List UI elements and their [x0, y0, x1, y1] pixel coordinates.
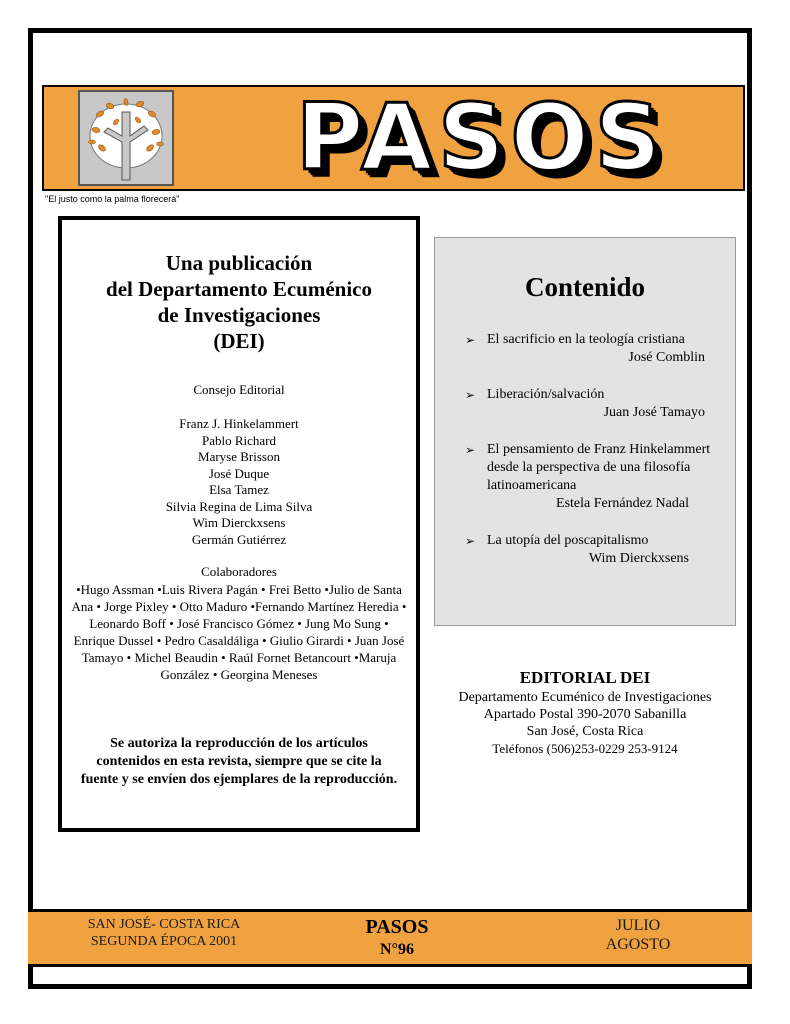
board-member: Franz J. Hinkelammert	[179, 416, 299, 431]
board-member: Wim Dierckxsens	[192, 515, 286, 530]
article-title: Liberación/salvación	[487, 387, 605, 402]
footer-location: SAN JOSÉ- COSTA RICA	[87, 917, 241, 932]
footer-location-block	[64, 916, 264, 950]
contents-list	[435, 331, 735, 568]
reproduction-notice: Se autoriza la reproducción de los artículos contenidos en esta revista, siempre que se cite la fuente y se envíen dos ejemplares de la reproducción.	[80, 736, 398, 787]
footer-months-block	[588, 916, 688, 954]
contents-item	[435, 386, 735, 422]
palm-tree-logo-icon	[78, 90, 174, 186]
article-title: El pensamiento de Franz Hinkelammert desde la perspectiva de una filosofía latinoamericana	[487, 442, 711, 493]
arrow-bullet-icon: ➢	[465, 333, 476, 347]
board-member: Elsa Tamez	[209, 482, 269, 497]
contents-title: Contenido	[524, 272, 646, 302]
collaborators-list: •Hugo Assman •Luis Rivera Pagán • Frei Betto •Julio de Santa Ana • Jorge Pixley • Otto Maduro •Fernando Martínez Heredia • Leonardo Boff • José Francisco Gómez • Jung Mo Sung • Enrique Dussel • Pedro Casaldáliga • Giulio Girardi • Juan José Tamayo • Michel Beaudin • Raúl Fornet Betancourt •Maruja González • Georgina Meneses	[71, 582, 407, 682]
editorial-phones: Teléfonos (506)253-0229 253-9124	[492, 741, 678, 756]
publication-title-line: de Investigaciones	[157, 303, 321, 327]
publication-title-line: del Departamento Ecuménico	[106, 277, 372, 301]
contents-item	[435, 441, 735, 513]
footer-month: JULIO	[615, 917, 661, 934]
board-member: Germán Gutiérrez	[191, 531, 287, 547]
editorial-board-label: Consejo Editorial	[193, 382, 285, 397]
contents-box	[434, 237, 736, 626]
footer-band	[28, 909, 752, 967]
editorial-board-list	[62, 416, 416, 548]
article-title: La utopía del poscapitalismo	[487, 533, 649, 548]
publication-title-line: (DEI)	[213, 329, 265, 353]
arrow-bullet-icon: ➢	[465, 388, 476, 402]
board-member: José Duque	[208, 465, 270, 481]
editorial-department: Departamento Ecuménico de Investigaciones	[458, 690, 712, 705]
article-author: José Comblin	[628, 350, 705, 365]
collaborators-label: Colaboradores	[201, 564, 277, 579]
contents-item	[435, 331, 735, 367]
arrow-bullet-icon: ➢	[465, 443, 476, 457]
article-author: Estela Fernández Nadal	[556, 496, 689, 511]
footer-month: AGOSTO	[605, 936, 671, 953]
board-member: Maryse Brisson	[198, 449, 280, 464]
article-author: Juan José Tamayo	[603, 405, 705, 420]
editorial-name: EDITORIAL DEI	[519, 668, 651, 687]
publication-info-box	[58, 216, 420, 832]
issue-number: N°96	[380, 941, 414, 958]
magazine-title: PASOS	[296, 84, 667, 191]
board-member: Pablo Richard	[201, 432, 276, 448]
contents-item	[435, 532, 735, 568]
board-member: Silvia Regina de Lima Silva	[165, 498, 313, 514]
arrow-bullet-icon: ➢	[465, 534, 476, 548]
footer-title-block	[352, 915, 442, 961]
footer-epoch: SEGUNDA ÉPOCA 2001	[90, 934, 238, 949]
editorial-city: San José, Costa Rica	[526, 724, 644, 739]
editorial-info	[434, 667, 736, 757]
editorial-address: Apartado Postal 390-2070 Sabanilla	[483, 707, 687, 722]
article-title: El sacrificio en la teología cristiana	[487, 332, 685, 347]
article-author: Wim Dierckxsens	[588, 551, 689, 566]
publication-title	[62, 250, 416, 354]
tagline: "El justo como la palma florecerá"	[45, 194, 180, 204]
footer-title: PASOS	[365, 916, 429, 938]
publication-title-line: Una publicación	[165, 251, 313, 275]
